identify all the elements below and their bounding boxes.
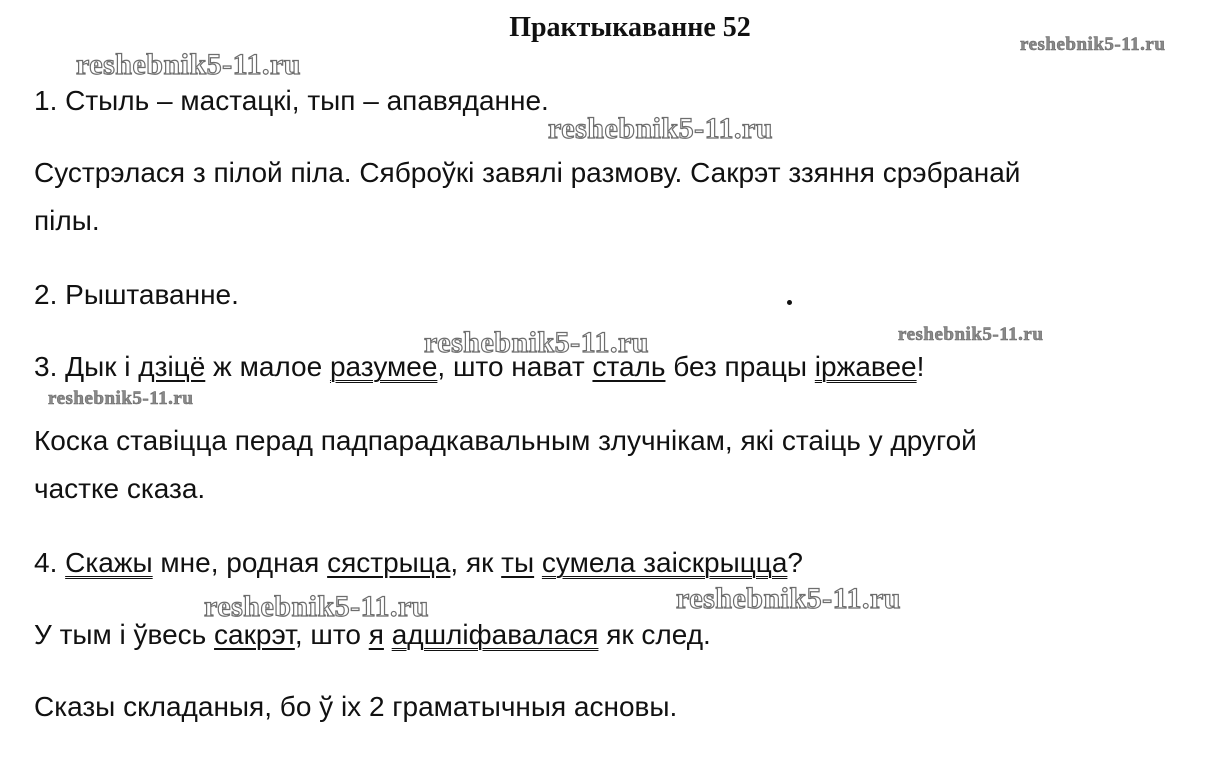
- text-fragment: !: [916, 351, 925, 382]
- predicate-underlined: адшліфавалася: [391, 619, 599, 650]
- item-2: [34, 278, 239, 312]
- predicate-underlined: іржавее: [814, 351, 917, 382]
- item-1-body-line-2: пілы.: [34, 205, 100, 236]
- subject-underlined: сакрэт: [214, 619, 295, 650]
- item-1: [34, 84, 549, 118]
- item-1-number: 1.: [34, 85, 58, 116]
- text-fragment: , што: [294, 619, 369, 650]
- watermark: reshebnik5-11.ru: [424, 326, 649, 359]
- subject-underlined: сястрыца: [327, 547, 451, 578]
- item-3-body-line-2: частке сказа.: [34, 473, 206, 504]
- text-fragment: [384, 619, 392, 650]
- predicate-underlined: сумела заіскрыцца: [541, 547, 788, 578]
- item-2-number: 2.: [34, 279, 58, 310]
- text-fragment: [534, 547, 542, 578]
- text-fragment: без працы: [665, 351, 815, 382]
- watermark: reshebnik5-11.ru: [204, 590, 429, 623]
- watermark: reshebnik5-11.ru: [898, 324, 1044, 345]
- item-4-line-2: [34, 618, 711, 652]
- text-fragment: як след.: [598, 619, 711, 650]
- item-4-number: 4.: [34, 547, 58, 578]
- item-3-number: 3.: [34, 351, 58, 382]
- stray-dot: [787, 300, 792, 305]
- item-1-body-line-1: Сустрэлася з пілой піла. Сяброўкі завялі размову. Сакрэт ззяння срэбранай: [34, 157, 1021, 188]
- predicate-underlined: Скажы: [65, 547, 153, 578]
- item-4-sentence: [34, 546, 803, 580]
- subject-underlined: я: [368, 619, 384, 650]
- text-fragment: ж малое: [205, 351, 330, 382]
- watermark: reshebnik5-11.ru: [676, 582, 901, 615]
- watermark: reshebnik5-11.ru: [48, 388, 194, 409]
- item-3-body-line-1: Коска ставіцца перад падпарадкавальным злучнікам, які стаіць у другой: [34, 425, 977, 456]
- predicate-underlined: разумее: [329, 351, 438, 382]
- subject-underlined: ты: [501, 547, 535, 578]
- subject-underlined: сталь: [592, 351, 666, 382]
- text-fragment: Дык і: [65, 351, 139, 382]
- watermark: reshebnik5-11.ru: [548, 112, 773, 145]
- text-fragment: , што нават: [437, 351, 593, 382]
- text-fragment: мне, родная: [152, 547, 328, 578]
- item-1-text: Стыль – мастацкі, тып – апавяданне.: [65, 85, 549, 116]
- watermark: reshebnik5-11.ru: [1020, 34, 1166, 55]
- text-fragment: ?: [787, 547, 803, 578]
- item-3-sentence: [34, 350, 924, 384]
- subject-underlined: дзіцё: [138, 351, 206, 382]
- conclusion: Сказы складаныя, бо ў іх 2 граматычныя асновы.: [34, 691, 678, 722]
- watermark: reshebnik5-11.ru: [76, 48, 301, 81]
- text-fragment: , як: [450, 547, 502, 578]
- page-title: Практыкаванне 52: [509, 12, 751, 43]
- item-2-text: Рыштаванне.: [65, 279, 239, 310]
- text-fragment: У тым і ўвесь: [34, 619, 215, 650]
